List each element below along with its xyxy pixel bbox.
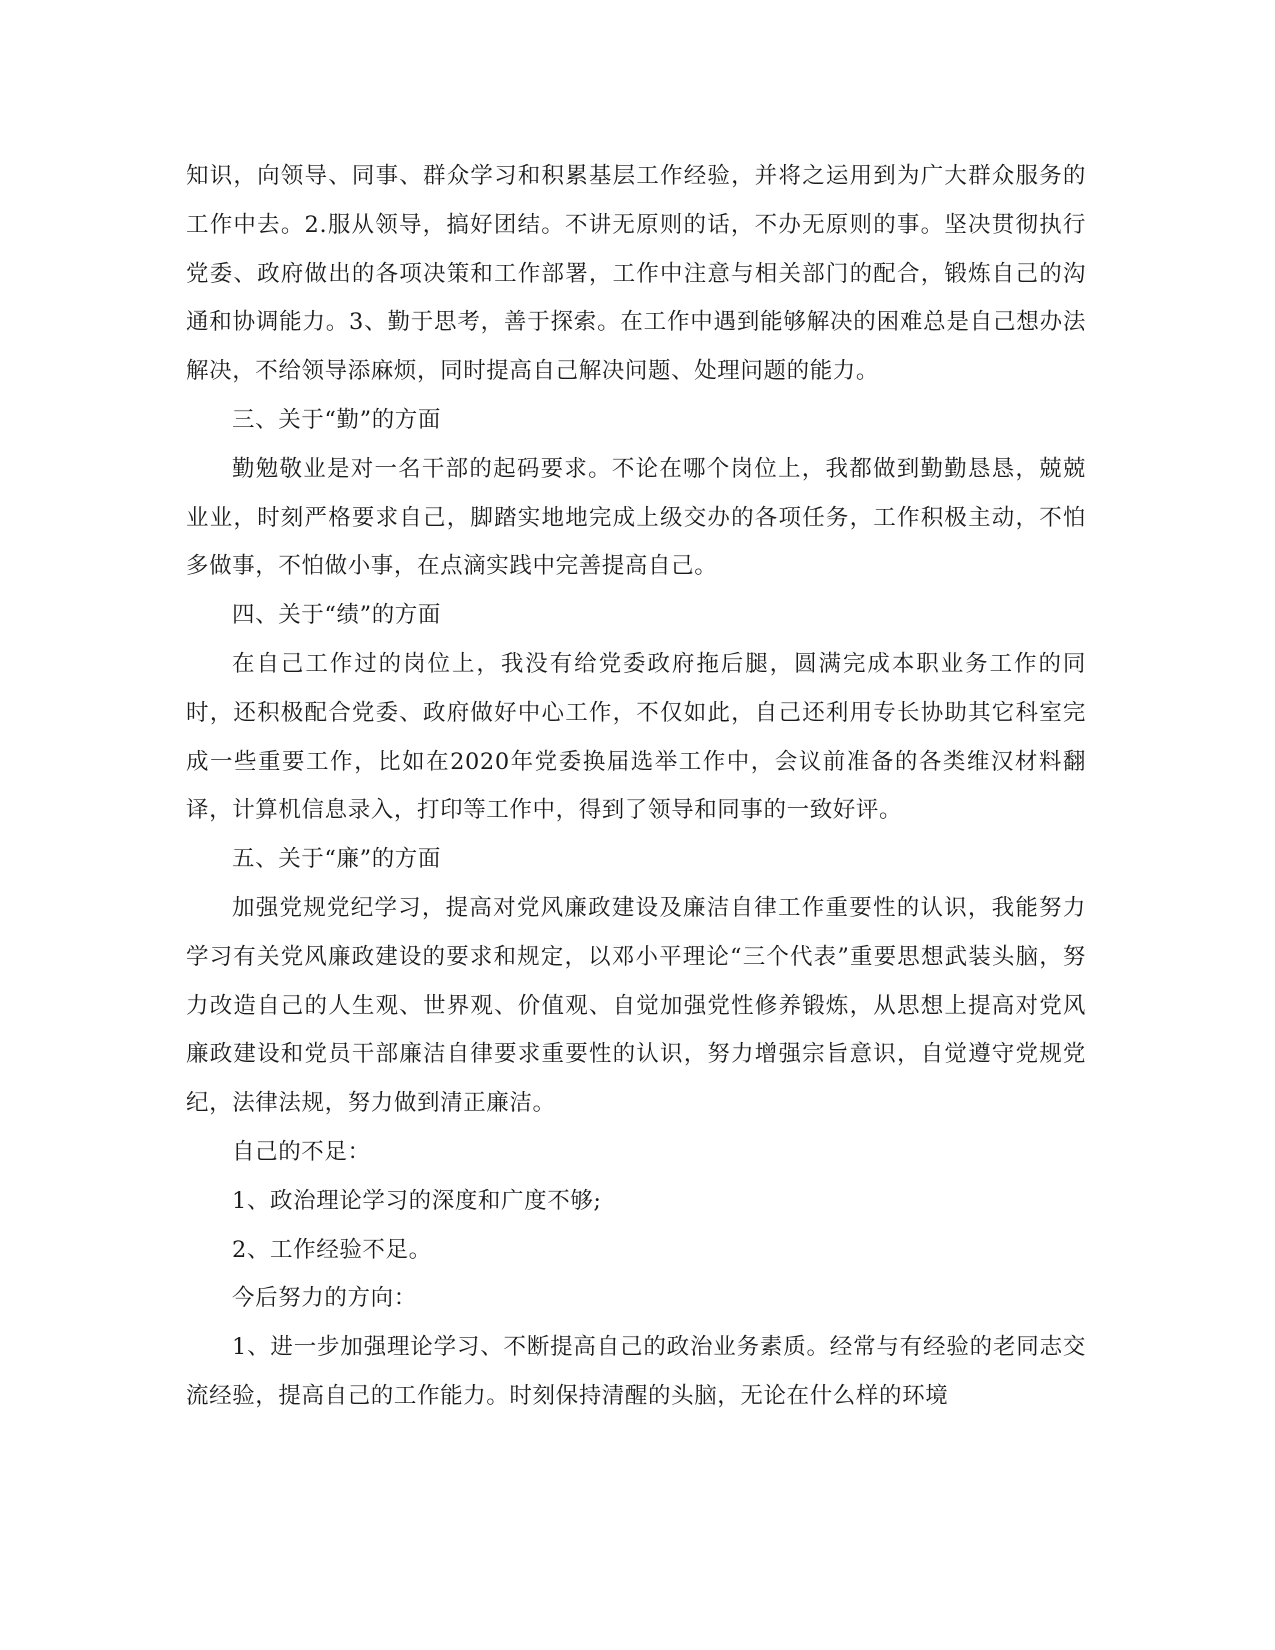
document-body xyxy=(186,152,1086,1421)
section-heading-future-direction: 今后努力的方向： xyxy=(232,1285,417,1312)
section-heading-shortcomings: 自己的不足： xyxy=(232,1138,371,1165)
section-heading-performance: 四、关于“绩”的方面 xyxy=(232,602,442,629)
body-paragraph-performance: 在自己工作过的岗位上，我没有给党委政府拖后腿，圆满完成本职业务工作的同时，还积极配合党委、政府做好中心工作，不仅如此，自己还利用专长协助其它科室完成一些重要工作，比如在2020年党委换届选举工作中，会议前准备的各类维汉材料翻译，计算机信息录入，打印等工作中，得到了领导和同事的一致好评。 xyxy=(186,650,1086,824)
body-paragraph-integrity: 加强党规党纪学习，提高对党风廉政建设及廉洁自律工作重要性的认识，我能努力学习有关党风廉政建设的要求和规定，以邓小平理论“三个代表”重要思想武装头脑，努力改造自己的人生观、世界观、价值观、自觉加强党性修养锻炼，从思想上提高对党风廉政建设和党员干部廉洁自律要求重要性的认识，努力增强宗旨意识，自觉遵守党规党纪，法律法规，努力做到清正廉洁。 xyxy=(186,894,1086,1117)
section-heading-integrity: 五、关于“廉”的方面 xyxy=(232,846,442,873)
body-paragraph-diligence: 勤勉敬业是对一名干部的起码要求。不论在哪个岗位上，我都做到勤勤恳恳，兢兢业业，时刻严格要求自己，脚踏实地地完成上级交办的各项任务，工作积极主动，不怕多做事，不怕做小事，在点滴实践中完善提高自己。 xyxy=(186,455,1086,580)
body-paragraph-future-direction: 1、进一步加强理论学习、不断提高自己的政治业务素质。经常与有经验的老同志交流经验，提高自己的工作能力。时刻保持清醒的头脑，无论在什么样的环境 xyxy=(186,1334,1086,1409)
section-heading-diligence: 三、关于“勤”的方面 xyxy=(232,406,442,433)
list-item-shortcoming-1: 1、政治理论学习的深度和广度不够; xyxy=(232,1187,602,1214)
list-item-shortcoming-2: 2、工作经验不足。 xyxy=(232,1236,432,1263)
body-paragraph-continued: 知识，向领导、同事、群众学习和积累基层工作经验，并将之运用到为广大群众服务的工作中去。2.服从领导，搞好团结。不讲无原则的话，不办无原则的事。坚决贯彻执行党委、政府做出的各项决策和工作部署，工作中注意与相关部门的配合，锻炼自己的沟通和协调能力。3、勤于思考，善于探索。在工作中遇到能够解决的困难总是自己想办法解决，不给领导添麻烦，同时提高自己解决问题、处理问题的能力。 xyxy=(186,163,1086,385)
